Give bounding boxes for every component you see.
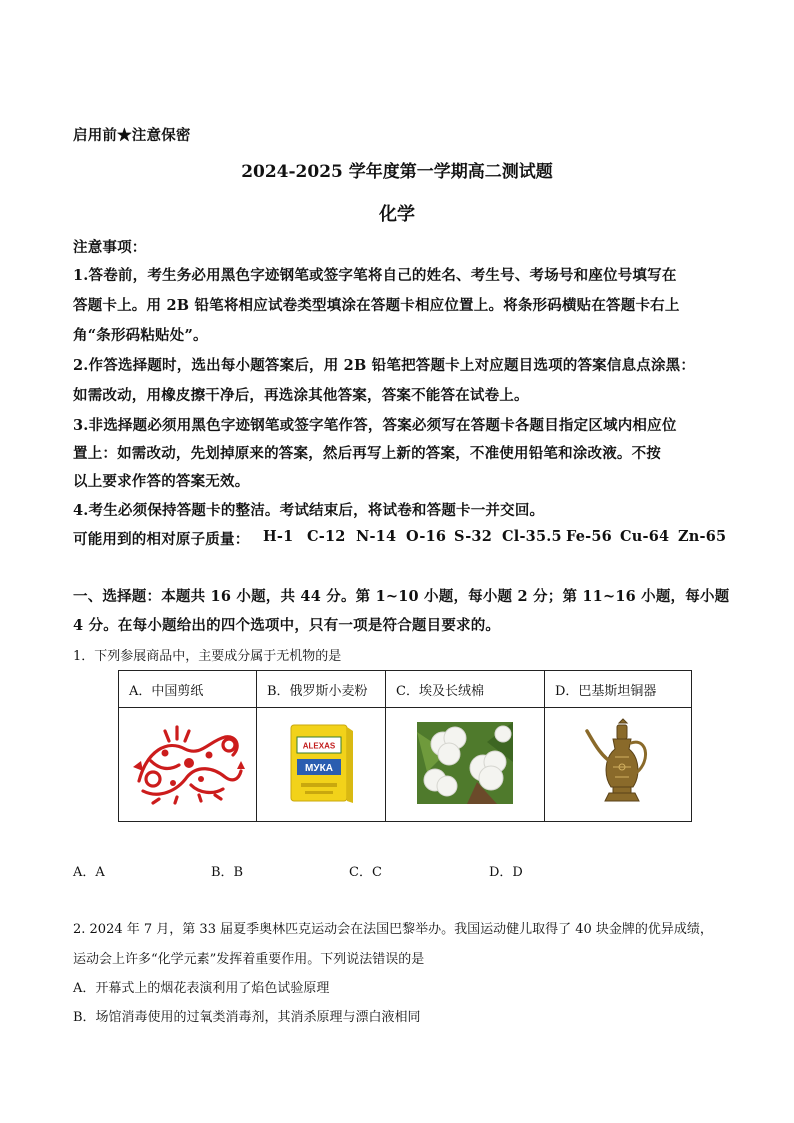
atomic-mass-o: O-16	[406, 528, 447, 545]
flour-bag-label: МУКА	[305, 762, 333, 774]
atomic-mass-h: H-1	[263, 528, 294, 545]
question-2-stem: 2. 2024 年 7 月，第 33 届夏季奥林匹克运动会在法国巴黎举办。我国运动健儿取得了 40 块金牌的优异成绩，	[73, 922, 713, 937]
atomic-mass-cl: Cl-35.5	[502, 528, 562, 545]
table-header-a: A．中国剪纸	[119, 671, 257, 708]
question-1-table	[118, 670, 692, 822]
table-header-c: C．埃及长绒棉	[386, 671, 545, 708]
question-1-option-d: D．D	[489, 865, 523, 880]
cell-paper-cut	[119, 708, 257, 822]
section-heading: 一、选择题：本题共 16 小题，共 44 分。第 1~10 小题，每小题 2 分；第 11~16 小题，每小题	[73, 588, 730, 605]
atomic-mass-c: C-12	[307, 528, 346, 545]
atomic-mass-cu: Cu-64	[620, 528, 670, 545]
question-2-option-a: A．开幕式上的烟花表演利用了焰色试验原理	[73, 981, 330, 996]
question-2-option-b: B．场馆消毒使用的过氧类消毒剂，其消杀原理与漂白液相同	[73, 1010, 421, 1025]
atomic-mass-fe: Fe-56	[566, 528, 612, 545]
table-header-b: B．俄罗斯小麦粉	[257, 671, 386, 708]
atomic-mass-zn: Zn-65	[678, 528, 727, 545]
notice-line: 以上要求作答的答案无效。	[73, 473, 250, 490]
copper-ewer-image	[583, 717, 653, 809]
table-header-d: D．巴基斯坦铜器	[545, 671, 692, 708]
notice-line: 1.答卷前，考生务必用黑色字迹钢笔或签字笔将自己的姓名、考生号、考场号和座位号填写在	[73, 267, 677, 284]
notice-line: 2.作答选择题时，选出每小题答案后，用 2B 铅笔把答题卡上对应题目选项的答案信息点涂黑：	[73, 357, 696, 374]
confidential-notice: 启用前★注意保密	[73, 127, 191, 144]
section-heading-cont: 4 分。在每小题给出的四个选项中，只有一项是符合题目要求的。	[73, 617, 501, 634]
atomic-mass-n: N-14	[356, 528, 397, 545]
cotton-image	[417, 722, 513, 804]
cell-flour	[257, 708, 386, 822]
question-1-option-c: C．C	[349, 865, 382, 880]
atomic-mass-s: S-32	[454, 528, 492, 545]
question-1-stem: 1．下列参展商品中，主要成分属于无机物的是	[73, 649, 342, 664]
notice-line: 3.非选择题必须用黑色字迹钢笔或签字笔作答，答案必须写在答题卡各题目指定区域内相应位	[73, 417, 677, 434]
notice-line: 4.考生必须保持答题卡的整洁。考试结束后，将试卷和答题卡一并交回。	[73, 502, 545, 519]
atomic-mass-label: 可能用到的相对原子质量：	[73, 531, 250, 548]
flour-bag-image	[287, 721, 355, 805]
chinese-paper-cut-dragon-image	[129, 721, 247, 805]
subject-title: 化学	[379, 204, 415, 225]
notice-line: 答题卡上。用 2B 铅笔将相应试卷类型填涂在答题卡相应位置上。将条形码横贴在答题卡右上	[73, 297, 680, 314]
notice-line: 角“条形码粘贴处”。	[73, 327, 208, 344]
cell-copper	[545, 708, 692, 822]
question-1-option-a: A．A	[73, 865, 105, 880]
cell-cotton	[386, 708, 545, 822]
question-2-stem-cont: 运动会上许多“化学元素”发挥着重要作用。下列说法错误的是	[73, 952, 425, 967]
notice-line: 置上：如需改动，先划掉原来的答案，然后再写上新的答案，不准使用铅笔和涂改液。不按	[73, 445, 661, 462]
exam-title: 2024-2025 学年度第一学期高二测试题	[241, 162, 553, 182]
question-1-option-b: B．B	[211, 865, 244, 880]
notice-line: 如需改动，用橡皮擦干净后，再选涂其他答案，答案不能答在试卷上。	[73, 387, 529, 404]
notice-heading: 注意事项：	[73, 239, 147, 256]
flour-bag-brand: ALEXAS	[302, 741, 336, 750]
